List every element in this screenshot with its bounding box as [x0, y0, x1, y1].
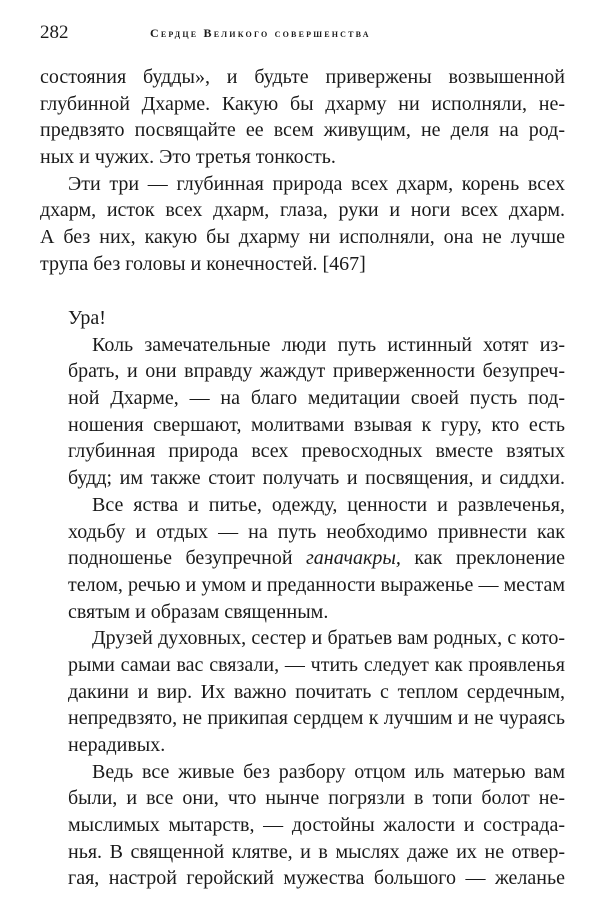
paragraph: [40, 171, 565, 278]
text-segment: подношенье безупречной: [68, 547, 306, 570]
paragraph: [68, 492, 565, 625]
verse-block: [68, 305, 565, 892]
paragraph: [68, 305, 565, 332]
text-line: предвзято посвящайте ее всем живущим, не деля на род-: [40, 119, 565, 142]
text-line: глубинная природа всех превосходных вместе взятых: [68, 440, 565, 463]
text-line: состояния будды», и будьте привержены возвышенной: [40, 66, 565, 88]
paragraph: [40, 64, 565, 171]
text-line: Ура!: [68, 307, 106, 329]
text-line: были, и все они, что нынче погрязли в топи болот не-: [68, 787, 565, 810]
text-line: ных и чужих. Это третья тонкость.: [40, 146, 336, 169]
text-line: Коль замечательные люди путь истинный хотят из-: [92, 333, 565, 356]
page-number: 282: [40, 22, 69, 43]
text-line: телом, речью и умом и преданности выраженье — местам: [68, 573, 565, 596]
text-line: ной Дхарме, — на благо медитации своей пусть под-: [68, 387, 565, 410]
text-line: ношения свершают, молитвами взывая к гуру, кто есть: [68, 413, 565, 436]
text-line: А без них, какую бы дхарму ни исполняли, она не лучше: [40, 226, 565, 249]
text-line: нерадивых.: [68, 734, 166, 756]
text-line: брать, и они вправду жаждут приверженности безупреч-: [68, 360, 565, 383]
text-segment: как преклонение: [400, 547, 565, 570]
text-line: будд; им также стоит получать и посвящения, и сиддхи.: [68, 467, 565, 490]
paragraph: [68, 332, 565, 492]
text-line: глубинной Дхарме. Какую бы дхарму ни исполняли, не-: [40, 92, 565, 115]
text-line: дхарм, исток всех дхарм, глаза, руки и ноги всех дхарм.: [40, 199, 565, 222]
running-title: Сердце Великого совершенства: [150, 26, 371, 40]
text-line: Друзей духовных, сестер и братьев вам родных, с кото-: [92, 627, 565, 650]
text-line: нья. В священной клятве, и в мыслях даже их не отвер-: [68, 840, 565, 863]
text-line: мыслимых мытарств, — достойны жалости и сострада-: [68, 814, 565, 837]
text-line: [68, 545, 565, 572]
text-line: трупа без головы и конечностей. [467]: [40, 252, 366, 275]
text-line: непредвзято, не прикипая сердцем к лучшим и не чураясь: [68, 707, 565, 730]
text-line: Все яства и питье, одежду, ценности и развлеченья,: [92, 493, 565, 516]
paragraph: [68, 625, 565, 758]
text-line: ходьбу и отдых — на путь необходимо привнести как: [68, 520, 565, 543]
paragraph: [68, 759, 565, 892]
text-line: дакини и вир. Их важно почитать с теплом сердечным,: [68, 680, 565, 703]
text-line: Ведь все живые без разбору отцом иль матерью вам: [92, 760, 565, 783]
text-line: Эти три — глубинная природа всех дхарм, корень всех: [68, 172, 565, 195]
text-line: святым и образам священным.: [68, 600, 329, 623]
text-line: рыми самаи вас связали, — чтить следует как проявленья: [68, 653, 565, 676]
text-line: гая, настрой геройский мужества большого — желанье: [68, 867, 565, 890]
italic-term: ганачакры,: [306, 547, 401, 570]
prose-block: [40, 64, 565, 278]
